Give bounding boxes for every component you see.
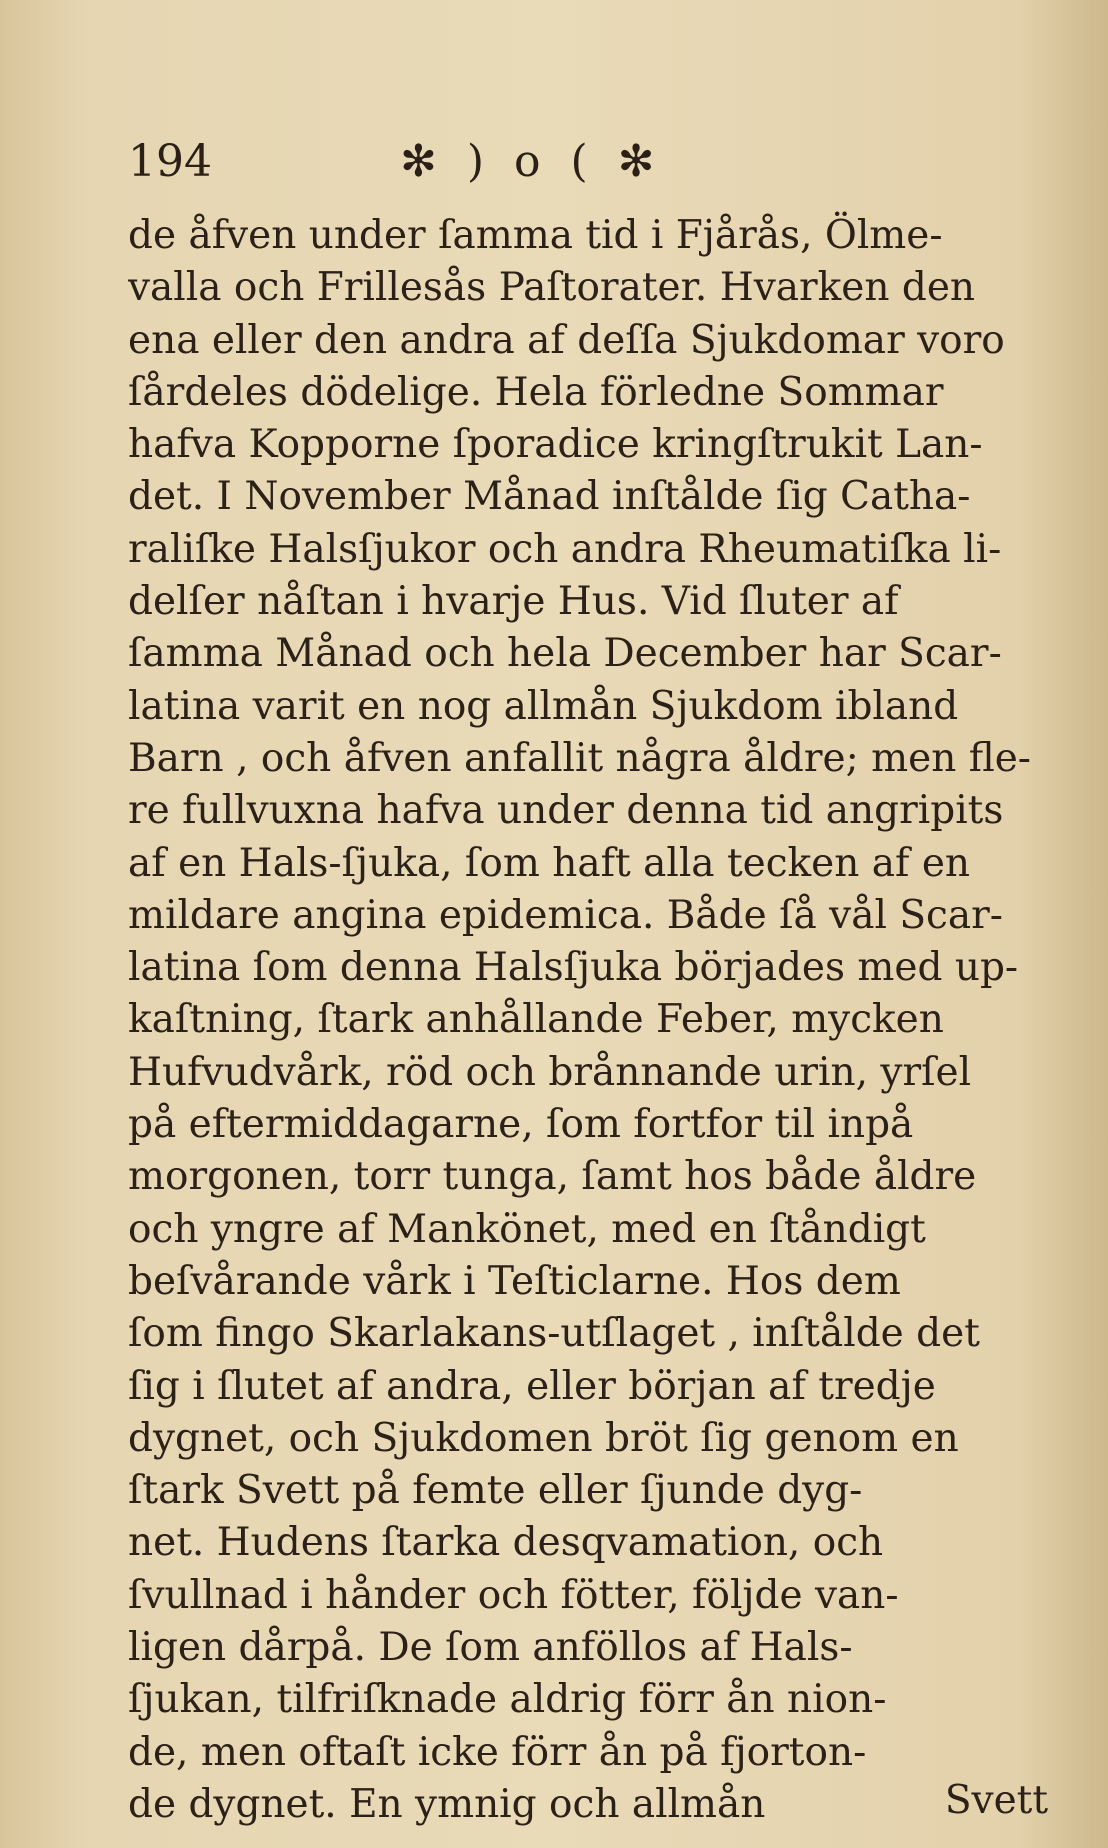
text-line: latina varit en nog allmån Sjukdom ibland bbox=[128, 683, 959, 729]
text-line: ſig i ſlutet af andra, eller början af tredje bbox=[128, 1363, 936, 1409]
catchword: Svett bbox=[944, 1778, 1048, 1823]
text-line: de åfven under ſamma tid i Fjårås, Ölme- bbox=[128, 213, 943, 258]
text-line: ſårdeles dödelige. Hela förledne Sommar bbox=[128, 369, 944, 415]
page-header bbox=[128, 132, 928, 192]
text-line: de dygnet. En ymnig och allmån bbox=[128, 1781, 766, 1827]
text-line: beſvårande vårk i Teſticlarne. Hos dem bbox=[128, 1258, 901, 1304]
text-line: mildare angina epidemica. Både ſå vål Scar- bbox=[128, 892, 1003, 938]
text-line: kaſtning, ſtark anhållande Feber, mycken bbox=[128, 997, 944, 1043]
text-line: ſvullnad i hånder och fötter, följde van- bbox=[128, 1572, 899, 1618]
page-number: 194 bbox=[128, 136, 212, 187]
text-line: ena eller den andra af deſſa Sjukdomar voro bbox=[128, 317, 1005, 363]
text-line: latina ſom denna Halsſjuka börjades med up- bbox=[128, 945, 1019, 991]
text-line: ſom fingo Skarlakans-utſlaget , inſtålde det bbox=[128, 1311, 980, 1357]
text-line: dygnet, och Sjukdomen bröt ſig genom en bbox=[128, 1415, 959, 1461]
text-line: ſjukan, tilfriſknade aldrig förr ån nion- bbox=[128, 1677, 887, 1723]
text-line: hafva Kopporne ſporadice kringſtrukit Lan- bbox=[128, 422, 983, 468]
text-line: ligen dårpå. De ſom anföllos af Hals- bbox=[128, 1625, 853, 1671]
body-text bbox=[128, 210, 1048, 1831]
text-line: delſer nåſtan i hvarje Hus. Vid ſluter af bbox=[128, 579, 899, 625]
text-line: morgonen, torr tunga, ſamt hos både åldre bbox=[128, 1154, 977, 1200]
text-line: de, men oftaſt icke förr ån på fjorton- bbox=[128, 1729, 867, 1775]
text-line: på eftermiddagarne, ſom fortfor til inpå bbox=[128, 1102, 914, 1148]
text-line: af en Hals-ſjuka, ſom haft alla tecken af en bbox=[128, 840, 971, 886]
running-head-ornament: ✻ ) o ( ✻ bbox=[400, 136, 663, 187]
text-line: Barn , och åfven anfallit några åldre; men fle- bbox=[128, 735, 1031, 781]
text-line: ſtark Svett på femte eller ſjunde dyg- bbox=[128, 1468, 863, 1514]
text-line: re fullvuxna hafva under denna tid angripits bbox=[128, 788, 1004, 834]
text-line: det. I November Månad inſtålde ſig Catha- bbox=[128, 474, 971, 520]
text-line: Hufvudvårk, röd och brånnande urin, yrſel bbox=[128, 1049, 972, 1095]
text-line: net. Hudens ſtarka desqvamation, och bbox=[128, 1520, 884, 1566]
text-line: raliſke Halsſjukor och andra Rheumatiſka li- bbox=[128, 526, 1002, 572]
text-line: valla och Frillesås Paſtorater. Hvarken den bbox=[128, 265, 976, 311]
text-line: ſamma Månad och hela December har Scar- bbox=[128, 631, 1002, 677]
text-line: och yngre af Mankönet, med en ſtåndigt bbox=[128, 1206, 926, 1252]
